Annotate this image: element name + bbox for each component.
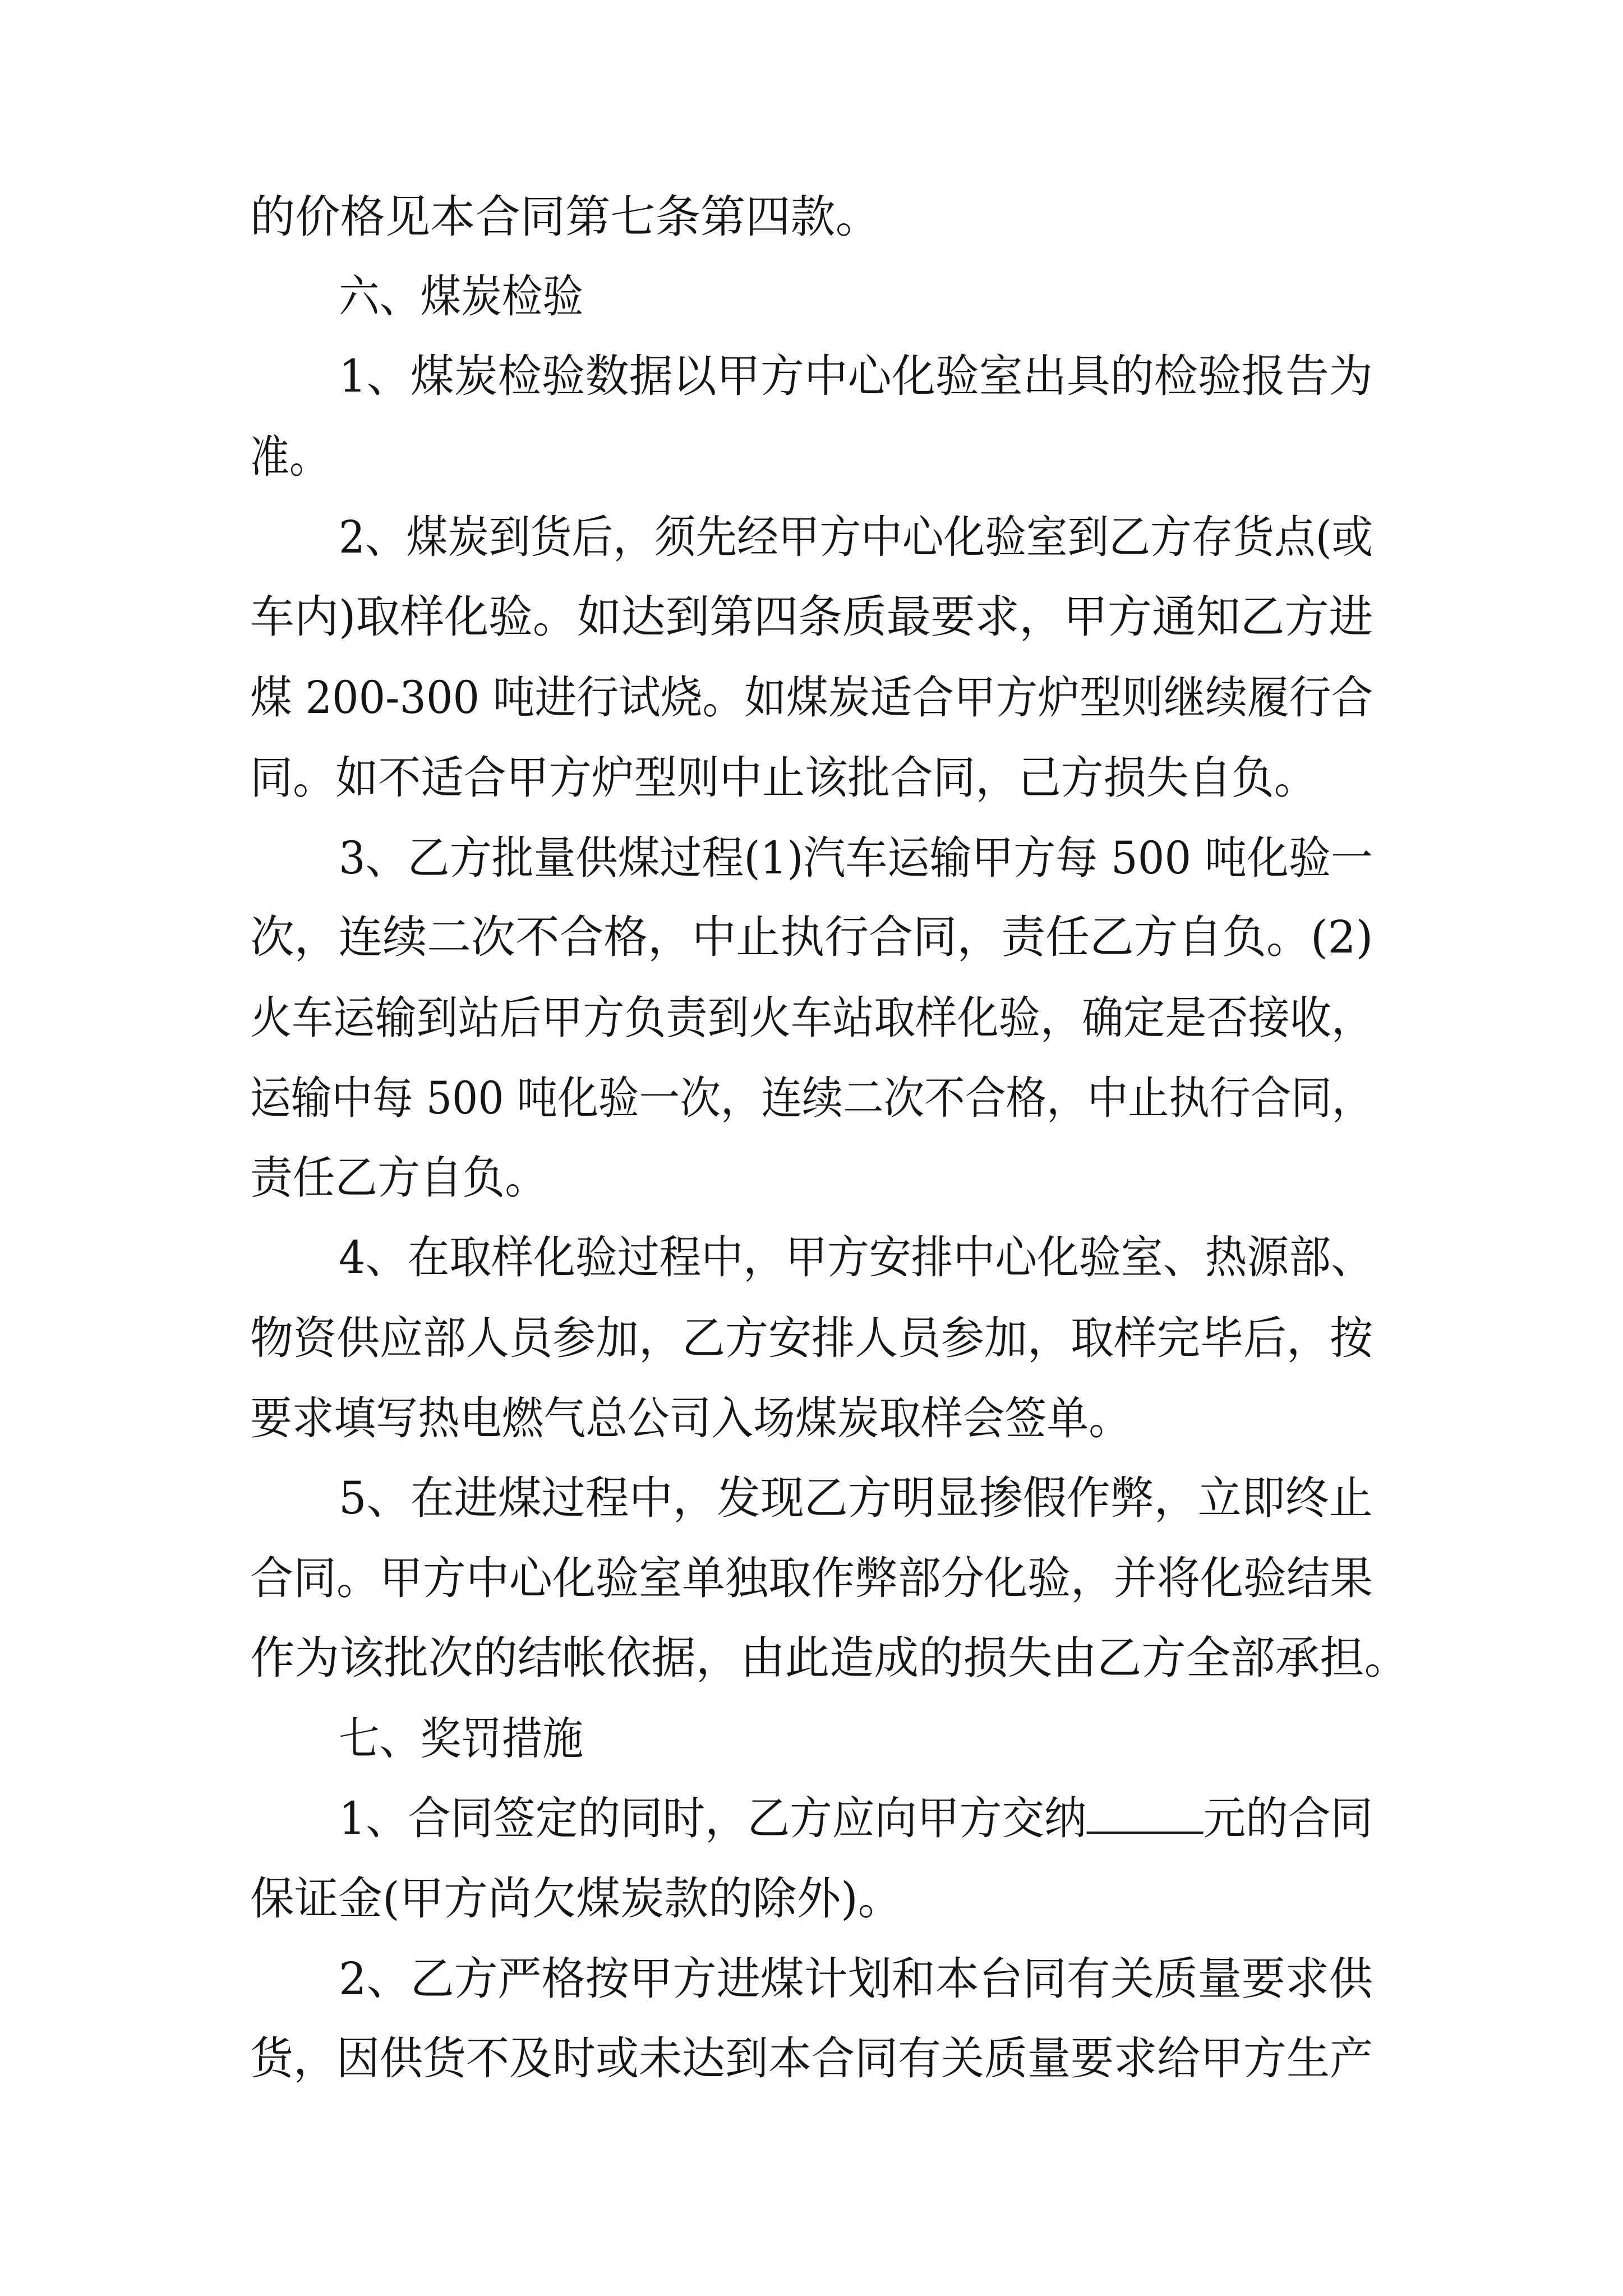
- line-text: 4、在取样化验过程中，甲方安排中心化验室、热源部、: [339, 1231, 1373, 1283]
- line-text: 作为该批次的结帐依据，由此造成的损失由乙方全部承担。: [250, 1632, 1409, 1684]
- section-heading-coal-inspection: [339, 257, 583, 336]
- contract-text-line: [250, 2019, 1373, 2098]
- line-text: 责任乙方自负。: [250, 1152, 547, 1204]
- contract-text-line: [250, 1059, 1372, 1138]
- contract-text-line: [339, 337, 1373, 416]
- line-text: 合同。甲方中心化验室单独取作弊部分化验，并将化验结果: [250, 1552, 1373, 1604]
- line-text: 煤 200-300 吨进行试烧。如煤炭适合甲方炉型则继续履行合: [250, 671, 1373, 724]
- contract-text-line: [250, 1379, 1131, 1458]
- line-text: 车内)取样化验。如达到第四条质最要求，甲方通知乙方进: [250, 591, 1373, 643]
- line-text: 物资供应部人员参加，乙方安排人员参加，取样完毕后，按: [250, 1312, 1373, 1364]
- contract-text-line: [250, 739, 1317, 817]
- contract-text-line: [339, 1218, 1373, 1297]
- line-text: 3、乙方批量供煤过程(1)汽车运输甲方每 500 吨化验一: [339, 832, 1373, 884]
- line-text: 要求填写热电燃气总公司入场煤炭取样会签单。: [250, 1392, 1131, 1444]
- contract-text-line: [250, 418, 329, 496]
- contract-text-line: [250, 659, 1373, 737]
- line-text: 1、合同签定的同时，乙方应向甲方交纳: [339, 1792, 1087, 1844]
- line-text: 保证金(甲方尚欠煤炭款的除外)。: [250, 1872, 902, 1925]
- line-text: 准。: [250, 431, 329, 483]
- line-text: 货，因供货不及时或未达到本合同有关质量要求给甲方生产: [250, 2032, 1373, 2085]
- contract-text-line: [250, 979, 1373, 1057]
- heading-text: 六、煤炭检验: [339, 270, 583, 323]
- line-text: 运输中每 500 吨化验一次，连续二次不合格，中止执行合同，: [250, 1072, 1373, 1124]
- contract-text-line-with-blank: [339, 1779, 1373, 1858]
- section-heading-rewards-penalties: [339, 1700, 583, 1778]
- line-text: 元的合同: [1203, 1792, 1373, 1844]
- contract-text-line: [250, 1619, 1409, 1697]
- line-text: 同。如不适合甲方炉型则中止该批合同，己方损失自负。: [250, 752, 1317, 804]
- heading-text: 七、奖罚措施: [339, 1713, 583, 1765]
- line-text: 2、煤炭到货后，须先经甲方中心化验室到乙方存货点(或: [339, 511, 1373, 563]
- contract-text-line: [250, 1539, 1373, 1618]
- contract-text-line: [250, 578, 1373, 656]
- contract-text-line: [339, 1940, 1373, 2018]
- line-text: 火车运输到站后甲方负责到火车站取样化验，确定是否接收，: [250, 992, 1373, 1044]
- line-text: 的价格见本合同第七条第四款。: [250, 191, 881, 243]
- contract-text-line: [250, 1299, 1373, 1378]
- contract-text-line: [339, 819, 1373, 898]
- amount-blank-underline: [1087, 1792, 1204, 1834]
- contract-text-line: [250, 898, 1373, 977]
- line-text: 5、在进煤过程中，发现乙方明显掺假作弊，立即终止: [339, 1472, 1373, 1524]
- contract-text-line: [339, 498, 1373, 577]
- contract-text-line: [250, 1139, 547, 1217]
- contract-text-line: [250, 178, 880, 256]
- line-text: 2、乙方严格按甲方进煤计划和本台同有关质量要求供: [339, 1953, 1373, 2005]
- line-text: 次，连续二次不合格，中止执行合同，责任乙方自负。(2): [250, 911, 1373, 963]
- contract-text-line: [250, 1860, 902, 1938]
- line-text: 1、煤炭检验数据以甲方中心化验室出具的检验报告为: [339, 350, 1373, 402]
- contract-text-line: [339, 1459, 1373, 1538]
